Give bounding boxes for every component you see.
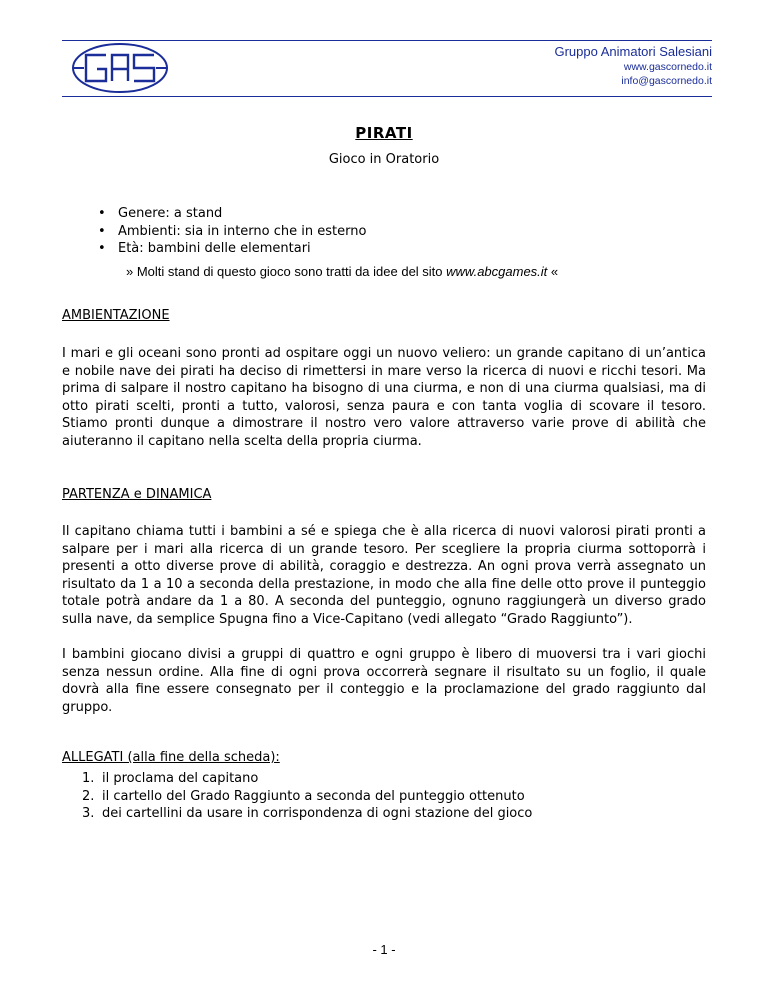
list-item: 1. il proclama del capitano bbox=[82, 771, 259, 786]
page-title: PIRATI bbox=[355, 124, 413, 142]
org-name: Gruppo Animatori Salesiani bbox=[554, 44, 712, 59]
list-item: 2. il cartello del Grado Raggiunto a seconda del punteggio ottenuto bbox=[82, 788, 525, 804]
header-rule-bottom bbox=[62, 96, 712, 97]
org-website[interactable]: www.gascornedo.it bbox=[623, 61, 712, 73]
heading-allegati: ALLEGATI (alla fine della scheda): bbox=[62, 750, 280, 765]
info-bullets bbox=[98, 205, 366, 258]
org-info bbox=[554, 44, 712, 88]
bullet-item: • Età: bambini delle elementari bbox=[98, 241, 311, 256]
page-number: - 1 - bbox=[372, 942, 396, 957]
heading-ambientazione: AMBIENTAZIONE bbox=[62, 308, 170, 323]
paragraph-partenza-1: Il capitano chiama tutti i bambini a sé e spiega che è alla ricerca di nuovi valorosi pirati pronti a salpare per i mari alla ricerca di un grande tesoro. Per scegliere la propria ciurma sottoporrà i presenti a otto diverse prove di abilità, coraggio e destrezza. An ogni prova verrà assegnato un risultato da 1 a 10 a seconda della prestazione, in modo che alla fine delle otto prove il punteggio totale potrà andare da 1 a 80. A seconda del punteggio, ognuno raggiungerà un diverso grado sulla nave, da semplice Spugna fino a Vice-Capitano (vedi allegato “Grado Raggiunto”). bbox=[62, 524, 706, 627]
paragraph-ambientazione: I mari e gli oceani sono pronti ad ospitare oggi un nuovo veliero: un grande capitano di un’antica e nobile nave dei pirati ha deciso di rimettersi in mare verso la ricerca di nuovi e ricchi tesori. Ma prima di salpare il nostro capitano ha bisogno di una ciurma, e non di una ciurma qualsiasi, ma di otto pirati scelti, pronti a tutto, valorosi, senza paura e con tanta voglia di scovare il tesoro. Stiamo pronti dunque a dimostrare il nostro vero valore attraverso varie prove di abilità che aiuteranno il capitano nella scelta della propria ciurma. bbox=[62, 346, 706, 449]
paragraph-partenza-2: I bambini giocano divisi a gruppi di quattro e ogni gruppo è libero di muoversi tra i vari giochi senza nessun ordine. Alla fine di ogni prova occorrerà segnare il risultato su un foglio, il quale dovrà alla fine essere consegnato per il conteggio e la proclamazione del grado raggiunto dal gruppo. bbox=[62, 647, 706, 715]
page-subtitle: Gioco in Oratorio bbox=[328, 152, 440, 167]
source-site[interactable]: www.abcgames.it bbox=[446, 264, 548, 279]
allegati-list bbox=[62, 770, 532, 823]
source-note: » Molti stand di questo gioco sono tratti da idee del sito www.abcgames.it « bbox=[126, 264, 559, 279]
list-item: 3. dei cartellini da usare in corrispondenza di ogni stazione del gioco bbox=[82, 806, 533, 822]
heading-partenza: PARTENZA e DINAMICA bbox=[62, 487, 212, 502]
bullet-item: • Genere: a stand bbox=[98, 206, 223, 221]
gas-logo bbox=[70, 41, 170, 95]
bullet-item: • Ambienti: sia in interno che in esterno bbox=[98, 223, 367, 239]
org-email[interactable]: info@gascornedo.it bbox=[621, 75, 712, 87]
